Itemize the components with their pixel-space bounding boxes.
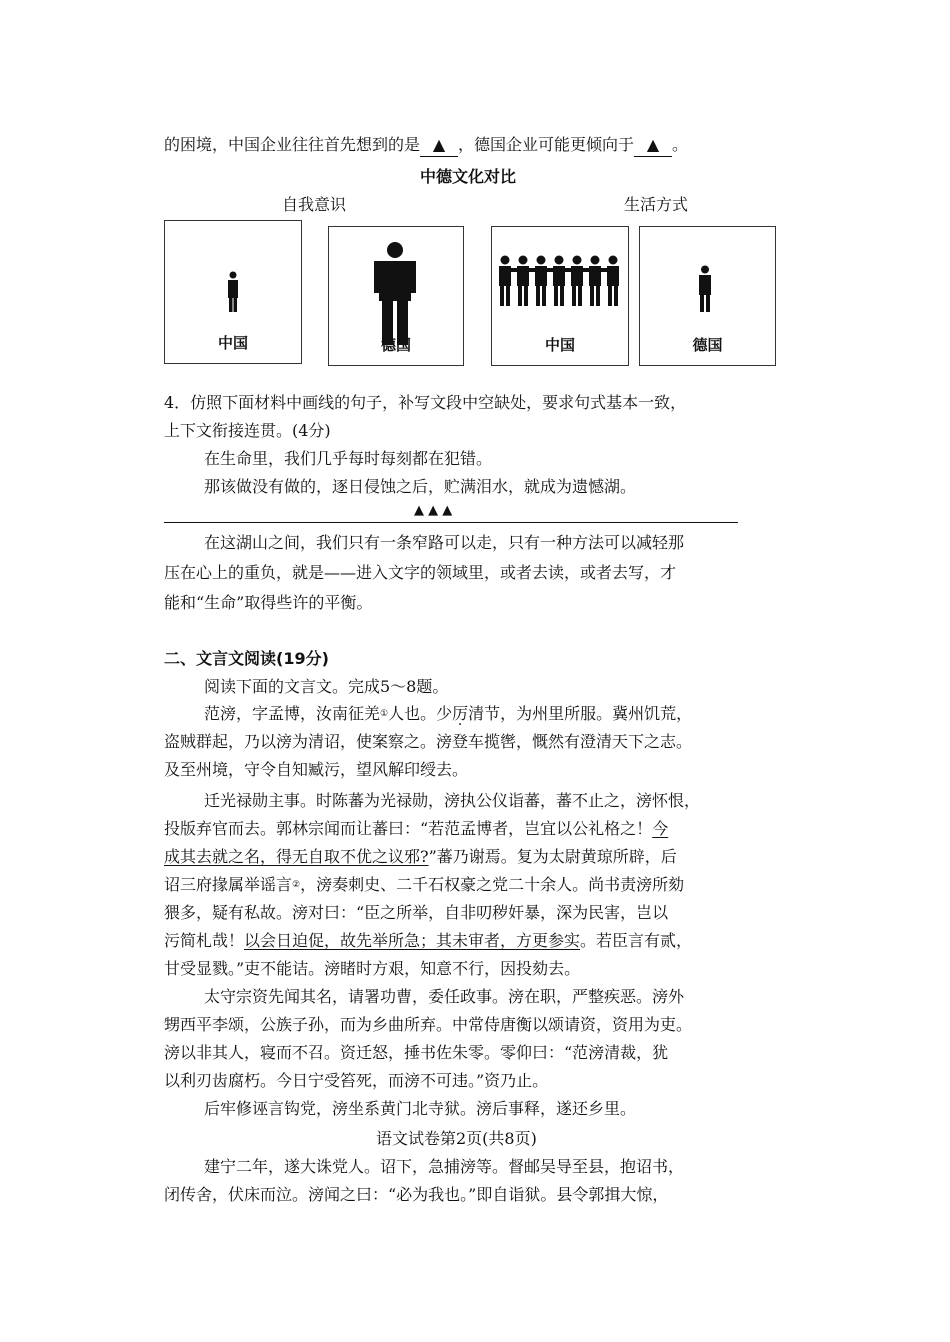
answer-blank-1: ▲ [420, 134, 458, 157]
figure-caption-china-1: 中国 [217, 334, 248, 352]
figure-caption-china-2: 中国 [544, 336, 575, 354]
text-span: 污简札哉！ [164, 931, 245, 950]
section-heading: 二、文言文阅读(19分) [164, 649, 329, 668]
passage-para2-line5: 猥多，疑有私故。滂对曰：“臣之所举，自非叨秽奸暴，深为民害，岂以 [164, 903, 669, 922]
q3-text-b: ，德国企业可能更倾向于 [458, 135, 635, 154]
text-span: 范滂，字孟博，汝南征羌 [204, 704, 381, 723]
underlined-sentence: 今 [652, 819, 669, 838]
q3-text-a: 的困境，中国企业往往首先想到的是 [164, 135, 421, 154]
passage-para3-line4: 以利刃齿腐朽。今日宁受笞死，而滂不可违。”资乃止。 [164, 1071, 549, 1090]
passage-para3-line2: 甥西平李颂，公族子孙，而为乡曲所弃。中常侍唐衡以颂请资，资用为吏。 [164, 1015, 693, 1034]
text-span: 诏三府掾属举谣言 [164, 875, 293, 894]
footnote-marker-2: ② [292, 880, 301, 890]
figure-panel-germany-self [328, 226, 464, 366]
text-span: 。若臣言有贰， [580, 931, 693, 950]
passage-para1-line2: 盗贼群起，乃以滂为清诏，使案察之。滂登车揽辔，慨然有澄清天下之志。 [164, 732, 693, 751]
text-span: ”蕃乃谢焉。复为太尉黄琼所辟，后 [428, 847, 677, 866]
answer-blank-2: ▲ [634, 134, 672, 157]
figure-group-label-1: 自我意识 [282, 195, 347, 214]
q4-question-line-2: 上下文衔接连贯。(4分) [164, 421, 331, 440]
q4-paragraph-3-line-1: 在这湖山之间，我们只有一条窄路可以走，只有一种方法可以减轻那 [204, 533, 685, 552]
group-of-people-icon [496, 255, 626, 309]
figure-panel-germany-life [639, 226, 776, 366]
figure-group-label-2: 生活方式 [624, 195, 689, 214]
section-intro: 阅读下面的文言文。完成5～8题。 [204, 677, 449, 696]
passage-para5-line2: 闭传舍，伏床而泣。滂闻之曰：“必为我也。”即自诣狱。县令郭揖大惊， [164, 1185, 669, 1204]
q4-paragraph-3-line-2: 压在心上的重负，就是——进入文字的领域里，或者去读，或者去写，才 [164, 563, 677, 582]
passage-para5-line1: 建宁二年，遂大诛党人。诏下，急捕滂等。督邮吴导至县，抱诏书， [204, 1157, 685, 1176]
q3-tail-line [164, 134, 688, 157]
passage-para1-line3: 及至州境，守令自知臧污，望风解印绶去。 [164, 760, 469, 779]
q4-paragraph-3-line-3: 能和“生命”取得些许的平衡。 [164, 593, 373, 612]
page-footer: 语文试卷第2页(共8页) [376, 1129, 537, 1148]
figure-title: 中德文化对比 [420, 167, 517, 186]
footnote-marker-1: ① [380, 709, 389, 719]
figure-panel-china-life [491, 226, 629, 366]
q4-paragraph-1: 在生命里，我们几乎每时每刻都在犯错。 [204, 449, 493, 468]
medium-person-icon [694, 265, 716, 313]
passage-para3-line1: 太守宗资先闻其名，请署功曹，委任政事。滂在职，严整疾恶。滂外 [204, 987, 685, 1006]
figure-panel-china-self [164, 220, 302, 364]
passage-para3-line3: 滂以非其人，寝而不召。资迁怒，捶书佐朱零。零仰曰：“范滂清裁，犹 [164, 1043, 669, 1062]
passage-para2-line4 [164, 874, 684, 896]
q3-text-c: 。 [672, 135, 689, 154]
figure-caption-germany-1: 德国 [380, 336, 411, 354]
emphasized-character: 厉 [452, 704, 469, 723]
passage-para4-line1: 后牢修诬言钩党，滂坐系黄门北寺狱。滂后事释，遂还乡里。 [204, 1099, 637, 1118]
underlined-sentence: 成其去就之名，得无自取不优之议邪? [164, 847, 429, 866]
passage-para2-line3 [164, 846, 677, 868]
text-span: ，滂奏刺史、二千石权豪之党二十余人。尚书责滂所劾 [300, 875, 685, 894]
figure-caption-germany-2: 德国 [692, 336, 723, 354]
passage-para2-line1: 迁光禄勋主事。时陈蕃为光禄勋，滂执公仪诣蕃，蕃不止之，滂怀恨， [204, 791, 701, 810]
passage-para2-line2 [164, 818, 668, 840]
answer-line [164, 522, 738, 523]
q4-paragraph-2: 那该做没有做的，逐日侵蚀之后，贮满泪水，就成为遗憾湖。 [204, 477, 637, 496]
text-span: 清节，为州里所服。冀州饥荒， [468, 704, 693, 723]
text-span: 人也。少 [388, 704, 453, 723]
answer-placeholder-mark: ▲ ▲ ▲ [414, 503, 453, 518]
passage-para2-line7: 甘受显戮。”吏不能诘。滂睹时方艰，知意不行，因投劾去。 [164, 959, 581, 978]
passage-para1-line1 [204, 703, 692, 725]
q4-question-line-1: 4．仿照下面材料中画线的句子，补写文段中空缺处，要求句式基本一致， [164, 393, 687, 412]
text-span: 投版弃官而去。郭林宗闻而让蕃曰：“若范孟博者，岂宜以公礼格之！ [164, 819, 653, 838]
underlined-sentence: 以会日迫促，故先举所急；其未审者，方更参实 [244, 931, 581, 950]
large-person-icon [371, 241, 419, 345]
small-person-icon [224, 271, 242, 313]
passage-para2-line6 [164, 930, 692, 952]
